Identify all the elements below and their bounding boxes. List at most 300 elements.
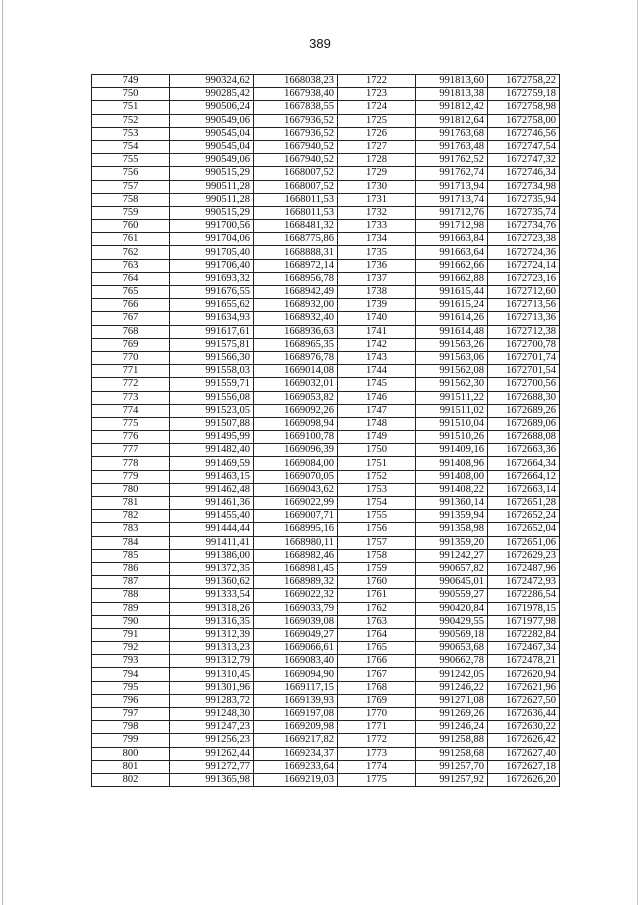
y-coordinate-left-cell: 1668038,23 <box>254 75 338 88</box>
y-coordinate-left-cell: 1667838,55 <box>254 101 338 114</box>
table-row <box>92 404 560 417</box>
x-coordinate-right-cell: 991257,92 <box>416 773 488 786</box>
x-coordinate-left-cell: 991617,61 <box>170 325 254 338</box>
table-row <box>92 286 560 299</box>
y-coordinate-left-cell: 1669083,40 <box>254 655 338 668</box>
point-number-right-cell: 1762 <box>338 602 416 615</box>
y-coordinate-left-cell: 1668888,31 <box>254 246 338 259</box>
point-number-right-cell: 1761 <box>338 589 416 602</box>
point-number-left-cell: 775 <box>92 417 170 430</box>
y-coordinate-right-cell: 1672627,40 <box>488 747 560 760</box>
x-coordinate-right-cell: 990662,78 <box>416 655 488 668</box>
y-coordinate-left-cell: 1668481,32 <box>254 220 338 233</box>
point-number-right-cell: 1766 <box>338 655 416 668</box>
table-row <box>92 391 560 404</box>
y-coordinate-left-cell: 1668981,45 <box>254 562 338 575</box>
x-coordinate-right-cell: 991511,02 <box>416 404 488 417</box>
coordinates-table <box>91 74 560 787</box>
point-number-right-cell: 1729 <box>338 167 416 180</box>
point-number-right-cell: 1755 <box>338 510 416 523</box>
x-coordinate-right-cell: 991614,26 <box>416 312 488 325</box>
y-coordinate-right-cell: 1672734,76 <box>488 220 560 233</box>
y-coordinate-right-cell: 1672664,12 <box>488 470 560 483</box>
point-number-left-cell: 780 <box>92 483 170 496</box>
y-coordinate-right-cell: 1672663,14 <box>488 483 560 496</box>
y-coordinate-right-cell: 1672651,06 <box>488 536 560 549</box>
y-coordinate-right-cell: 1671978,15 <box>488 602 560 615</box>
y-coordinate-right-cell: 1672689,06 <box>488 417 560 430</box>
table-row <box>92 615 560 628</box>
y-coordinate-right-cell: 1672724,36 <box>488 246 560 259</box>
y-coordinate-right-cell: 1672700,56 <box>488 378 560 391</box>
point-number-right-cell: 1751 <box>338 457 416 470</box>
point-number-right-cell: 1769 <box>338 694 416 707</box>
table-row <box>92 233 560 246</box>
table-row <box>92 351 560 364</box>
point-number-left-cell: 789 <box>92 602 170 615</box>
y-coordinate-right-cell: 1672734,98 <box>488 180 560 193</box>
point-number-left-cell: 765 <box>92 286 170 299</box>
point-number-right-cell: 1730 <box>338 180 416 193</box>
x-coordinate-right-cell: 991813,38 <box>416 88 488 101</box>
y-coordinate-left-cell: 1668972,14 <box>254 259 338 272</box>
table-row <box>92 602 560 615</box>
x-coordinate-left-cell: 991482,40 <box>170 444 254 457</box>
x-coordinate-right-cell: 991763,48 <box>416 140 488 153</box>
point-number-right-cell: 1739 <box>338 299 416 312</box>
point-number-right-cell: 1725 <box>338 114 416 127</box>
y-coordinate-right-cell: 1672701,54 <box>488 365 560 378</box>
point-number-left-cell: 768 <box>92 325 170 338</box>
y-coordinate-left-cell: 1669043,62 <box>254 483 338 496</box>
y-coordinate-right-cell: 1672712,60 <box>488 286 560 299</box>
point-number-left-cell: 782 <box>92 510 170 523</box>
table-row <box>92 497 560 510</box>
x-coordinate-left-cell: 991455,40 <box>170 510 254 523</box>
x-coordinate-left-cell: 991495,99 <box>170 431 254 444</box>
y-coordinate-right-cell: 1672758,98 <box>488 101 560 114</box>
x-coordinate-right-cell: 991615,44 <box>416 286 488 299</box>
y-coordinate-right-cell: 1672282,84 <box>488 628 560 641</box>
point-number-left-cell: 791 <box>92 628 170 641</box>
y-coordinate-left-cell: 1668989,32 <box>254 576 338 589</box>
y-coordinate-right-cell: 1672758,00 <box>488 114 560 127</box>
point-number-left-cell: 763 <box>92 259 170 272</box>
y-coordinate-left-cell: 1668982,46 <box>254 549 338 562</box>
x-coordinate-left-cell: 991316,35 <box>170 615 254 628</box>
y-coordinate-right-cell: 1672713,36 <box>488 312 560 325</box>
point-number-right-cell: 1746 <box>338 391 416 404</box>
point-number-right-cell: 1724 <box>338 101 416 114</box>
y-coordinate-right-cell: 1672626,42 <box>488 734 560 747</box>
table-row <box>92 88 560 101</box>
y-coordinate-left-cell: 1669032,01 <box>254 378 338 391</box>
point-number-left-cell: 795 <box>92 681 170 694</box>
point-number-left-cell: 769 <box>92 338 170 351</box>
x-coordinate-left-cell: 991256,23 <box>170 734 254 747</box>
point-number-right-cell: 1741 <box>338 325 416 338</box>
point-number-right-cell: 1742 <box>338 338 416 351</box>
x-coordinate-right-cell: 991359,20 <box>416 536 488 549</box>
point-number-right-cell: 1774 <box>338 760 416 773</box>
x-coordinate-right-cell: 991510,26 <box>416 431 488 444</box>
y-coordinate-left-cell: 1669234,37 <box>254 747 338 760</box>
point-number-left-cell: 784 <box>92 536 170 549</box>
y-coordinate-left-cell: 1667940,52 <box>254 140 338 153</box>
point-number-right-cell: 1745 <box>338 378 416 391</box>
point-number-right-cell: 1756 <box>338 523 416 536</box>
x-coordinate-right-cell: 990645,01 <box>416 576 488 589</box>
x-coordinate-left-cell: 991461,36 <box>170 497 254 510</box>
y-coordinate-right-cell: 1672688,30 <box>488 391 560 404</box>
x-coordinate-left-cell: 991444,44 <box>170 523 254 536</box>
y-coordinate-left-cell: 1669039,08 <box>254 615 338 628</box>
x-coordinate-left-cell: 990515,29 <box>170 167 254 180</box>
point-number-left-cell: 766 <box>92 299 170 312</box>
table-row <box>92 127 560 140</box>
x-coordinate-left-cell: 991360,62 <box>170 576 254 589</box>
point-number-right-cell: 1740 <box>338 312 416 325</box>
table-row <box>92 154 560 167</box>
point-number-right-cell: 1727 <box>338 140 416 153</box>
y-coordinate-left-cell: 1669197,08 <box>254 708 338 721</box>
y-coordinate-left-cell: 1669007,71 <box>254 510 338 523</box>
y-coordinate-left-cell: 1669098,94 <box>254 417 338 430</box>
table-row <box>92 510 560 523</box>
y-coordinate-right-cell: 1672746,34 <box>488 167 560 180</box>
y-coordinate-left-cell: 1669096,39 <box>254 444 338 457</box>
x-coordinate-left-cell: 991272,77 <box>170 760 254 773</box>
y-coordinate-right-cell: 1672701,74 <box>488 351 560 364</box>
y-coordinate-left-cell: 1668936,63 <box>254 325 338 338</box>
point-number-left-cell: 778 <box>92 457 170 470</box>
table-row <box>92 655 560 668</box>
x-coordinate-right-cell: 991408,00 <box>416 470 488 483</box>
x-coordinate-right-cell: 991562,30 <box>416 378 488 391</box>
x-coordinate-right-cell: 991358,98 <box>416 523 488 536</box>
x-coordinate-left-cell: 990515,29 <box>170 206 254 219</box>
x-coordinate-right-cell: 991812,64 <box>416 114 488 127</box>
x-coordinate-right-cell: 991813,60 <box>416 75 488 88</box>
x-coordinate-left-cell: 991318,26 <box>170 602 254 615</box>
y-coordinate-right-cell: 1672626,20 <box>488 773 560 786</box>
y-coordinate-right-cell: 1672735,74 <box>488 206 560 219</box>
table-row <box>92 365 560 378</box>
y-coordinate-left-cell: 1669139,93 <box>254 694 338 707</box>
point-number-right-cell: 1738 <box>338 286 416 299</box>
point-number-left-cell: 796 <box>92 694 170 707</box>
x-coordinate-right-cell: 991712,76 <box>416 206 488 219</box>
table-row <box>92 338 560 351</box>
y-coordinate-left-cell: 1669070,05 <box>254 470 338 483</box>
y-coordinate-right-cell: 1672620,94 <box>488 668 560 681</box>
y-coordinate-right-cell: 1672689,26 <box>488 404 560 417</box>
y-coordinate-right-cell: 1672713,56 <box>488 299 560 312</box>
x-coordinate-right-cell: 991359,94 <box>416 510 488 523</box>
y-coordinate-left-cell: 1668980,11 <box>254 536 338 549</box>
x-coordinate-right-cell: 991258,88 <box>416 734 488 747</box>
table-row <box>92 734 560 747</box>
y-coordinate-left-cell: 1669022,99 <box>254 497 338 510</box>
table-row <box>92 470 560 483</box>
x-coordinate-right-cell: 991763,68 <box>416 127 488 140</box>
x-coordinate-left-cell: 991676,55 <box>170 286 254 299</box>
y-coordinate-right-cell: 1672723,38 <box>488 233 560 246</box>
x-coordinate-left-cell: 991575,81 <box>170 338 254 351</box>
table-row <box>92 220 560 233</box>
y-coordinate-right-cell: 1672664,34 <box>488 457 560 470</box>
point-number-right-cell: 1760 <box>338 576 416 589</box>
point-number-right-cell: 1770 <box>338 708 416 721</box>
point-number-left-cell: 760 <box>92 220 170 233</box>
x-coordinate-right-cell: 991662,66 <box>416 259 488 272</box>
point-number-left-cell: 754 <box>92 140 170 153</box>
table-row <box>92 694 560 707</box>
point-number-right-cell: 1757 <box>338 536 416 549</box>
table-row <box>92 483 560 496</box>
x-coordinate-left-cell: 990506,24 <box>170 101 254 114</box>
x-coordinate-left-cell: 991386,00 <box>170 549 254 562</box>
point-number-left-cell: 750 <box>92 88 170 101</box>
point-number-left-cell: 779 <box>92 470 170 483</box>
x-coordinate-right-cell: 991563,06 <box>416 351 488 364</box>
x-coordinate-left-cell: 991301,96 <box>170 681 254 694</box>
x-coordinate-right-cell: 991246,22 <box>416 681 488 694</box>
point-number-left-cell: 793 <box>92 655 170 668</box>
point-number-left-cell: 753 <box>92 127 170 140</box>
point-number-left-cell: 758 <box>92 193 170 206</box>
y-coordinate-left-cell: 1669219,03 <box>254 773 338 786</box>
x-coordinate-right-cell: 991242,27 <box>416 549 488 562</box>
point-number-right-cell: 1749 <box>338 431 416 444</box>
point-number-left-cell: 785 <box>92 549 170 562</box>
x-coordinate-right-cell: 991563,26 <box>416 338 488 351</box>
point-number-right-cell: 1737 <box>338 272 416 285</box>
x-coordinate-right-cell: 990657,82 <box>416 562 488 575</box>
point-number-left-cell: 788 <box>92 589 170 602</box>
x-coordinate-left-cell: 991313,23 <box>170 642 254 655</box>
point-number-left-cell: 783 <box>92 523 170 536</box>
y-coordinate-left-cell: 1667938,40 <box>254 88 338 101</box>
point-number-left-cell: 792 <box>92 642 170 655</box>
table-row <box>92 668 560 681</box>
table-row <box>92 536 560 549</box>
x-coordinate-right-cell: 991408,96 <box>416 457 488 470</box>
y-coordinate-right-cell: 1671977,98 <box>488 615 560 628</box>
table-row <box>92 431 560 444</box>
x-coordinate-right-cell: 990653,68 <box>416 642 488 655</box>
x-coordinate-right-cell: 991663,64 <box>416 246 488 259</box>
x-coordinate-left-cell: 990511,28 <box>170 193 254 206</box>
x-coordinate-right-cell: 990429,55 <box>416 615 488 628</box>
table-row <box>92 299 560 312</box>
x-coordinate-left-cell: 991247,23 <box>170 721 254 734</box>
x-coordinate-right-cell: 991762,52 <box>416 154 488 167</box>
y-coordinate-left-cell: 1669217,82 <box>254 734 338 747</box>
y-coordinate-right-cell: 1672747,32 <box>488 154 560 167</box>
point-number-right-cell: 1731 <box>338 193 416 206</box>
point-number-left-cell: 799 <box>92 734 170 747</box>
x-coordinate-left-cell: 991507,88 <box>170 417 254 430</box>
y-coordinate-left-cell: 1668011,53 <box>254 206 338 219</box>
y-coordinate-left-cell: 1668007,52 <box>254 167 338 180</box>
table-row <box>92 101 560 114</box>
point-number-left-cell: 774 <box>92 404 170 417</box>
y-coordinate-left-cell: 1667940,52 <box>254 154 338 167</box>
point-number-left-cell: 777 <box>92 444 170 457</box>
x-coordinate-right-cell: 991615,24 <box>416 299 488 312</box>
y-coordinate-left-cell: 1668775,86 <box>254 233 338 246</box>
x-coordinate-right-cell: 990559,27 <box>416 589 488 602</box>
table-row <box>92 180 560 193</box>
y-coordinate-right-cell: 1672627,18 <box>488 760 560 773</box>
x-coordinate-right-cell: 991257,70 <box>416 760 488 773</box>
x-coordinate-left-cell: 991523,05 <box>170 404 254 417</box>
point-number-right-cell: 1753 <box>338 483 416 496</box>
table-row <box>92 760 560 773</box>
y-coordinate-right-cell: 1672286,54 <box>488 589 560 602</box>
point-number-left-cell: 802 <box>92 773 170 786</box>
y-coordinate-left-cell: 1669049,27 <box>254 628 338 641</box>
point-number-right-cell: 1747 <box>338 404 416 417</box>
x-coordinate-left-cell: 991310,45 <box>170 668 254 681</box>
table-row <box>92 378 560 391</box>
point-number-right-cell: 1723 <box>338 88 416 101</box>
y-coordinate-left-cell: 1668007,52 <box>254 180 338 193</box>
y-coordinate-right-cell: 1672746,56 <box>488 127 560 140</box>
point-number-left-cell: 797 <box>92 708 170 721</box>
point-number-left-cell: 767 <box>92 312 170 325</box>
point-number-left-cell: 773 <box>92 391 170 404</box>
point-number-right-cell: 1763 <box>338 615 416 628</box>
point-number-left-cell: 751 <box>92 101 170 114</box>
x-coordinate-right-cell: 991762,74 <box>416 167 488 180</box>
table-row <box>92 75 560 88</box>
scan-edge-right <box>637 0 638 905</box>
point-number-left-cell: 759 <box>92 206 170 219</box>
x-coordinate-left-cell: 991333,54 <box>170 589 254 602</box>
y-coordinate-right-cell: 1672747,54 <box>488 140 560 153</box>
y-coordinate-left-cell: 1669066,61 <box>254 642 338 655</box>
table-row <box>92 721 560 734</box>
x-coordinate-left-cell: 991312,79 <box>170 655 254 668</box>
table-row <box>92 114 560 127</box>
point-number-right-cell: 1748 <box>338 417 416 430</box>
table-row <box>92 444 560 457</box>
point-number-right-cell: 1728 <box>338 154 416 167</box>
point-number-right-cell: 1734 <box>338 233 416 246</box>
table-row <box>92 206 560 219</box>
y-coordinate-left-cell: 1669014,08 <box>254 365 338 378</box>
y-coordinate-left-cell: 1667936,52 <box>254 114 338 127</box>
y-coordinate-right-cell: 1672472,93 <box>488 576 560 589</box>
x-coordinate-right-cell: 991713,94 <box>416 180 488 193</box>
x-coordinate-left-cell: 991558,03 <box>170 365 254 378</box>
y-coordinate-left-cell: 1668995,16 <box>254 523 338 536</box>
x-coordinate-left-cell: 991700,56 <box>170 220 254 233</box>
y-coordinate-right-cell: 1672487,96 <box>488 562 560 575</box>
x-coordinate-right-cell: 991510,04 <box>416 417 488 430</box>
y-coordinate-right-cell: 1672712,38 <box>488 325 560 338</box>
point-number-right-cell: 1733 <box>338 220 416 233</box>
x-coordinate-left-cell: 991566,30 <box>170 351 254 364</box>
y-coordinate-right-cell: 1672467,34 <box>488 642 560 655</box>
table-row <box>92 681 560 694</box>
table-row <box>92 589 560 602</box>
y-coordinate-right-cell: 1672478,21 <box>488 655 560 668</box>
x-coordinate-right-cell: 991246,24 <box>416 721 488 734</box>
y-coordinate-left-cell: 1669117,15 <box>254 681 338 694</box>
x-coordinate-left-cell: 991262,44 <box>170 747 254 760</box>
point-number-right-cell: 1758 <box>338 549 416 562</box>
point-number-right-cell: 1722 <box>338 75 416 88</box>
x-coordinate-right-cell: 991258,68 <box>416 747 488 760</box>
y-coordinate-right-cell: 1672652,04 <box>488 523 560 536</box>
point-number-right-cell: 1743 <box>338 351 416 364</box>
x-coordinate-left-cell: 991469,59 <box>170 457 254 470</box>
x-coordinate-right-cell: 991269,26 <box>416 708 488 721</box>
table-row <box>92 773 560 786</box>
x-coordinate-right-cell: 991409,16 <box>416 444 488 457</box>
y-coordinate-right-cell: 1672651,28 <box>488 497 560 510</box>
point-number-left-cell: 761 <box>92 233 170 246</box>
point-number-right-cell: 1767 <box>338 668 416 681</box>
point-number-right-cell: 1764 <box>338 628 416 641</box>
point-number-left-cell: 755 <box>92 154 170 167</box>
y-coordinate-left-cell: 1669094,90 <box>254 668 338 681</box>
x-coordinate-left-cell: 991372,35 <box>170 562 254 575</box>
point-number-right-cell: 1752 <box>338 470 416 483</box>
y-coordinate-left-cell: 1669022,32 <box>254 589 338 602</box>
x-coordinate-right-cell: 990420,84 <box>416 602 488 615</box>
x-coordinate-right-cell: 991614,48 <box>416 325 488 338</box>
point-number-left-cell: 762 <box>92 246 170 259</box>
x-coordinate-left-cell: 990324,62 <box>170 75 254 88</box>
x-coordinate-left-cell: 991463,15 <box>170 470 254 483</box>
point-number-right-cell: 1750 <box>338 444 416 457</box>
table-row <box>92 457 560 470</box>
y-coordinate-left-cell: 1669100,78 <box>254 431 338 444</box>
y-coordinate-right-cell: 1672700,78 <box>488 338 560 351</box>
x-coordinate-left-cell: 991693,32 <box>170 272 254 285</box>
x-coordinate-left-cell: 990549,06 <box>170 114 254 127</box>
table-row <box>92 325 560 338</box>
coordinates-table-body <box>92 75 560 787</box>
y-coordinate-left-cell: 1668965,35 <box>254 338 338 351</box>
table-row <box>92 747 560 760</box>
y-coordinate-right-cell: 1672724,14 <box>488 259 560 272</box>
y-coordinate-left-cell: 1669092,26 <box>254 404 338 417</box>
y-coordinate-right-cell: 1672735,94 <box>488 193 560 206</box>
x-coordinate-right-cell: 991562,08 <box>416 365 488 378</box>
point-number-left-cell: 801 <box>92 760 170 773</box>
x-coordinate-left-cell: 991706,40 <box>170 259 254 272</box>
y-coordinate-left-cell: 1669233,64 <box>254 760 338 773</box>
x-coordinate-left-cell: 990545,04 <box>170 140 254 153</box>
table-row <box>92 140 560 153</box>
x-coordinate-left-cell: 991462,48 <box>170 483 254 496</box>
x-coordinate-right-cell: 990569,18 <box>416 628 488 641</box>
y-coordinate-left-cell: 1669209,98 <box>254 721 338 734</box>
y-coordinate-left-cell: 1668976,78 <box>254 351 338 364</box>
x-coordinate-left-cell: 991559,71 <box>170 378 254 391</box>
y-coordinate-right-cell: 1672663,36 <box>488 444 560 457</box>
x-coordinate-right-cell: 991662,88 <box>416 272 488 285</box>
point-number-left-cell: 771 <box>92 365 170 378</box>
y-coordinate-right-cell: 1672621,96 <box>488 681 560 694</box>
point-number-left-cell: 781 <box>92 497 170 510</box>
point-number-right-cell: 1765 <box>338 642 416 655</box>
